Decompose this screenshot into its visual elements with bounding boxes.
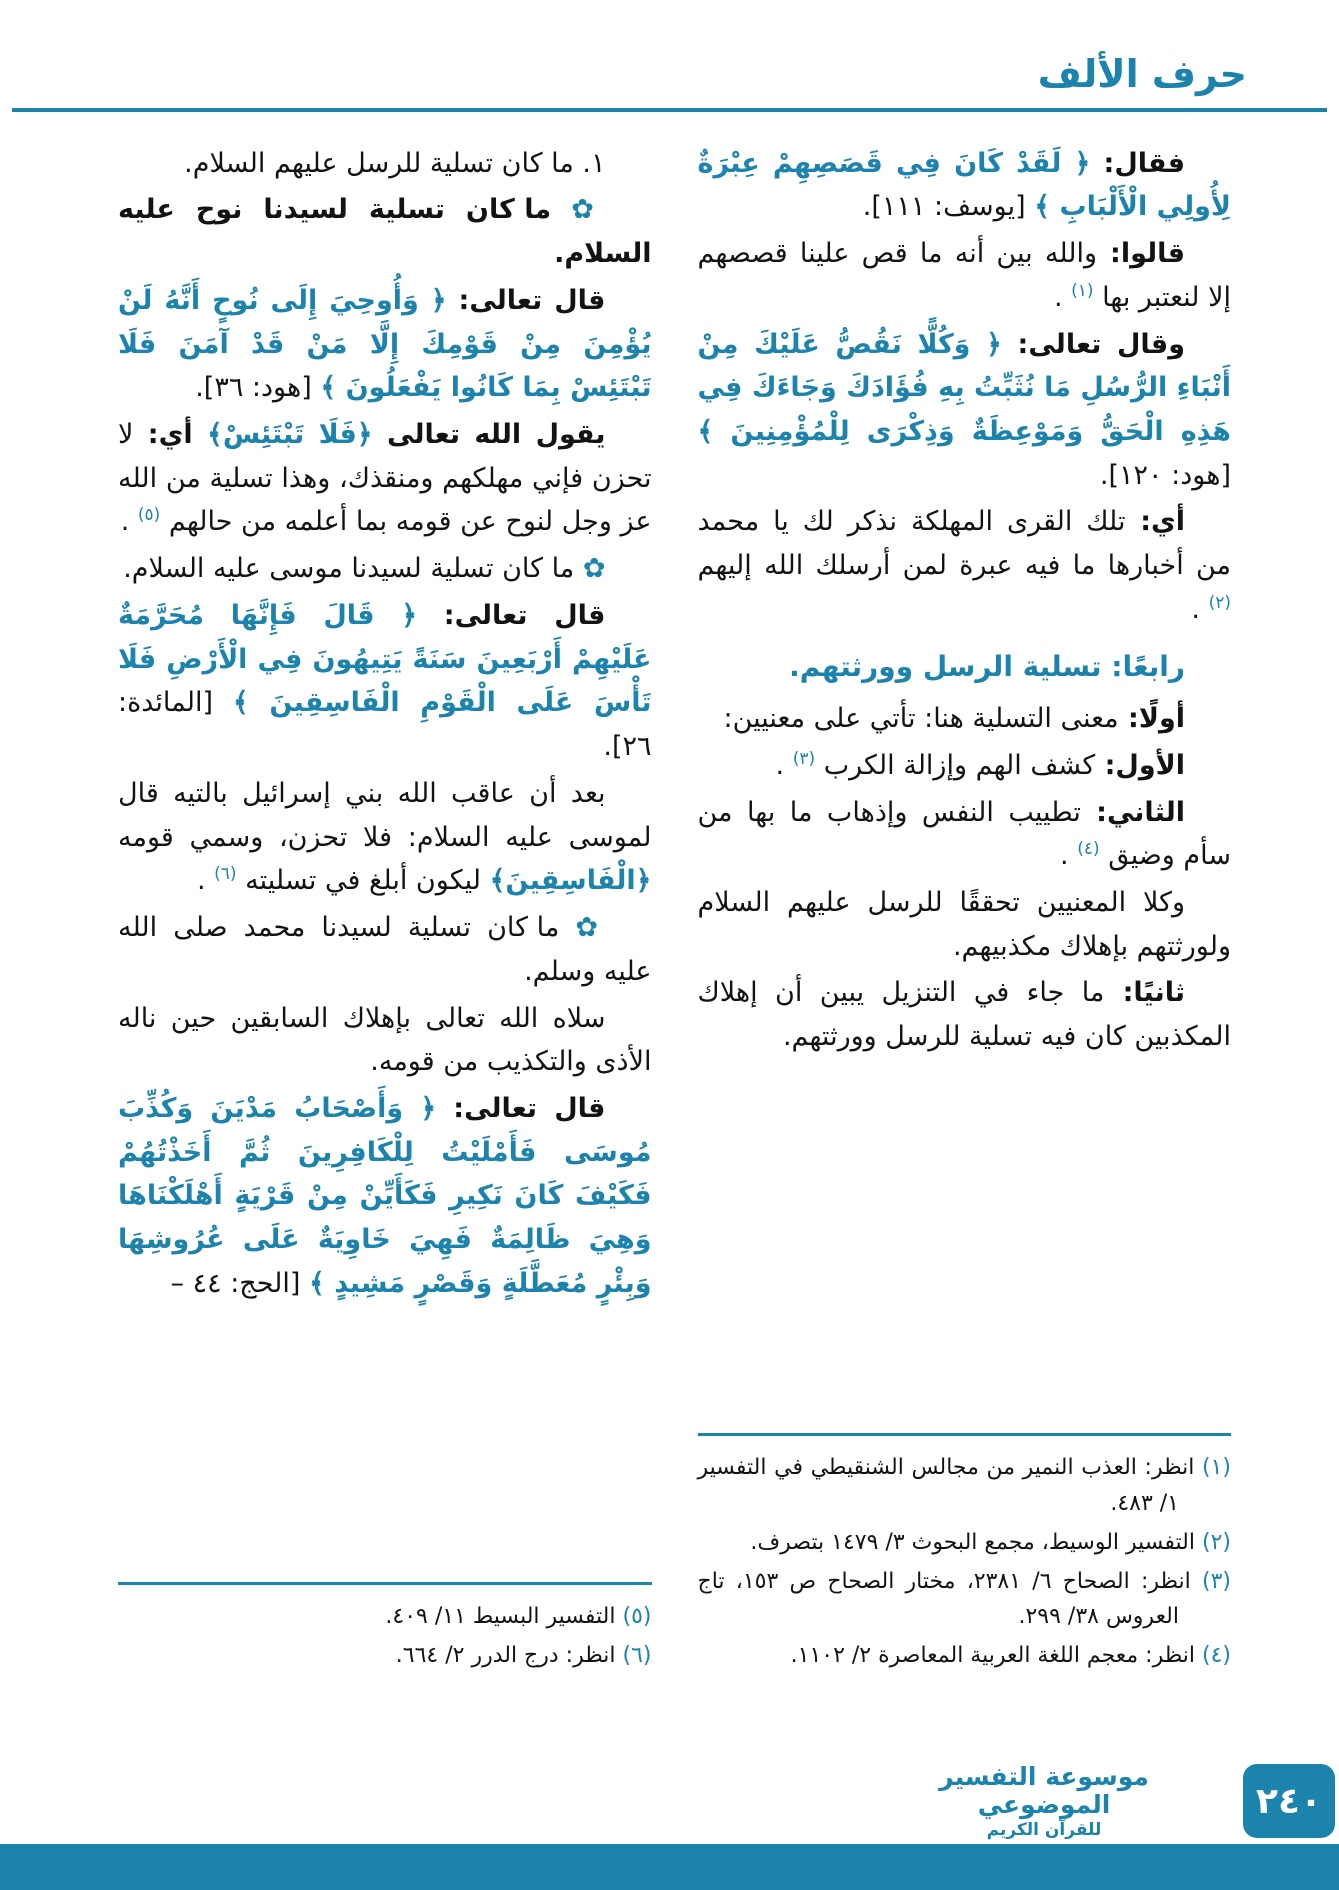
flower-ornament-icon: ✿ [559,912,606,944]
paragraph [118,279,652,410]
footnote-separator-rule [118,1582,652,1585]
body-text: [الحج: ٤٤ – [170,1267,310,1299]
paragraph [118,142,652,186]
footnote [118,1638,652,1673]
chapter-title: حرف الألف [1037,52,1247,96]
column-left [118,142,652,1678]
body-text: لا تحزن فإني مهلكهم ومنقذك، وهذا تسلية من الله عز وجل لنوح عن قومه بما أعلمه من حالهم [118,419,652,538]
right-column-paragraphs [698,142,1232,1062]
footnote [118,1599,652,1634]
left-column-footnotes [118,1574,652,1677]
body-text: . [1053,281,1072,313]
body-text: . [775,749,793,781]
paragraph [118,188,652,275]
body-text: معنى التسلية هنا: تأتي على معنيين: [723,703,1119,735]
body-text: [هود: ٣٦]. [195,372,321,404]
bold-text: أولًا: [1118,703,1185,735]
paragraph [118,594,652,769]
emblem-subtitle: للقرآن الكريم [986,1820,1102,1840]
bold-text: ما كان تسلية لسيدنا نوح عليه السلام. [118,194,652,270]
paragraph [118,413,652,544]
footnote-number: (٥) [615,1604,652,1630]
paragraph [118,997,652,1084]
bold-text: يقول الله تعالى [372,419,606,450]
section-heading-paragraph [698,644,1232,689]
body-text: [المائدة: ٢٦]. [118,687,652,763]
paragraph [698,500,1232,631]
body-text: بعد أن عاقب الله بني إسرائيل بالتيه قال لموسى عليه السلام: فلا تحزن، وسمي قومه [118,777,652,853]
quran-verse: ﴿فَلَا تَبْتَئِسْ﴾ [207,419,373,450]
quran-verse: ﴿ وَكُلًّا نَقُصُّ عَلَيْكَ مِنْ أَنْبَاءِ الرُّسُلِ مَا نُثَبِّتُ بِهِ فُؤَادَكَ وَجَاءَكَ فِي هَذِهِ الْحَقُّ وَمَوْعِظَةٌ وَذِكْرَى لِلْمُؤْمِنِينَ ﴾ [697,328,1231,447]
body-text: والله بين أنه ما قص علينا قصصهم إلا لنعتبر بها [697,238,1231,313]
content-columns [0,112,1339,1678]
paragraph [698,232,1232,319]
body-text: . [196,865,215,897]
footnote-text: انظر: العذب النمير من مجالس الشنقيطي في التفسير ١/ ٤٨٣. [697,1455,1195,1516]
footnote-text: انظر: درج الدرر ٢/ ٦٦٤. [395,1643,616,1669]
bottom-decoration-band [0,1844,1339,1890]
body-text: ١. ما كان تسلية للرسل عليهم السلام. [184,147,606,179]
bold-text: قالوا: [1097,238,1185,270]
paragraph [698,971,1232,1058]
footnote [698,1450,1232,1520]
footnote-number: (٢) [1195,1529,1231,1555]
bold-text: فقال: [1090,147,1186,179]
body-text: ما كان تسلية لسيدنا محمد صلى الله عليه وسلم. [118,912,652,987]
paragraph [698,142,1232,229]
quran-verse: ﴿ قَالَ فَإِنَّهَا مُحَرَّمَةٌ عَلَيْهِمْ أَرْبَعِينَ سَنَةً يَتِيهُونَ فِي الْأَرْضِ فَلَا تَأْسَ عَلَى الْقَوْمِ الْفَاسِقِينَ ﴾ [118,599,652,719]
paragraph [118,772,652,903]
footnote-list [118,1599,652,1673]
footnote-number: (٣) [1190,1569,1231,1595]
page-header [0,0,1339,98]
footnote-marker: (٤) [1077,839,1100,860]
body-text: [هود: ١٢٠]. [1099,459,1231,491]
bold-text: الثاني: [1080,796,1185,828]
bold-text: أي: [133,419,208,450]
body-text: ما جاء في التنزيل يبين أن إهلاك المكذبين كان فيه تسلية للرسل وورثتهم. [697,977,1231,1053]
body-text: . [120,506,138,538]
paragraph [118,906,652,993]
quran-verse: ﴿الْفَاسِقِينَ﴾ [489,865,652,897]
bold-text: وقال تعالى: [1001,328,1185,360]
body-text: تطييب النفس وإذهاب ما بها من سأم وضيق [697,796,1231,872]
footnote-list [698,1450,1232,1673]
paragraph [698,881,1232,968]
body-text: . [1060,840,1078,872]
footnote [698,1564,1232,1634]
quran-verse: ﴿ وَأَصْحَابُ مَدْيَنَ وَكُذِّبَ مُوسَى فَأَمْلَيْتُ لِلْكَافِرِينَ ثُمَّ أَخَذْتُهُمْ فَكَيْفَ كَانَ نَكِيرِ فَكَأَيِّنْ مِنْ قَرْيَةٍ أَهْلَكْنَاهَا وَهِيَ ظَالِمَةٌ فَهِيَ خَاوِيَةٌ عَلَى عُرُوشِهَا وَبِئْرٍ مُعَطَّلَةٍ وَقَصْرٍ مَشِيدٍ ﴾ [118,1093,652,1299]
body-text: ليكون أبلغ في تسليته [236,865,490,897]
section-heading: رابعًا: تسلية الرسل وورثتهم. [789,649,1185,683]
footnote-marker: (٢) [1208,592,1231,613]
paragraph [118,1087,652,1306]
bold-text: قال تعالى: [436,1093,606,1125]
body-text: تلك القرى المهلكة نذكر لك يا محمد من أخبارها ما فيه عبرة لمن أرسلك الله إليهم [697,506,1231,582]
bold-text: الأول: [1095,749,1185,781]
paragraph [698,697,1232,741]
body-text: ما كان تسلية لسيدنا موسى عليه السلام. [123,553,575,585]
footnote-number: (٤) [1195,1643,1231,1669]
bold-text: أي: [1125,506,1186,538]
body-text: . [1191,593,1209,625]
quran-verse: ﴿ وَأُوحِيَ إِلَى نُوحٍ أَنَّهُ لَنْ يُؤْمِنَ مِنْ قَوْمِكَ إِلَّا مَنْ قَدْ آمَنَ فَلَا تَبْتَئِسْ بِمَا كَانُوا يَفْعَلُونَ ﴾ [118,284,652,404]
right-column-footnotes [698,1425,1232,1677]
footnote [698,1525,1232,1560]
footnote [698,1638,1232,1673]
page-footer [0,1748,1339,1844]
footnote-number: (١) [1194,1455,1232,1481]
bold-text: قال تعالى: [446,284,606,316]
paragraph [118,547,652,591]
flower-ornament-icon: ✿ [574,553,606,585]
bold-text: ثانيًا: [1104,977,1185,1009]
paragraph [698,791,1232,878]
footnote-separator-rule [698,1433,1232,1436]
paragraph [698,323,1232,498]
body-text: [يوسف: ١١١]. [862,191,1035,223]
footnote-marker: (١) [1071,280,1094,301]
page-number-badge: ٢٤٠ [1243,1764,1335,1838]
footnote-marker: (٥) [137,505,161,526]
body-text: سلاه الله تعالى بإهلاك السابقين حين ناله الأذى والتكذيب من قومه. [118,1002,652,1078]
left-column-paragraphs [118,142,652,1309]
column-right [698,142,1232,1678]
bold-text: قال تعالى: [417,599,606,631]
quran-verse: ﴿ لَقَدْ كَانَ فِي قَصَصِهِمْ عِبْرَةٌ لِأُولِي الْأَلْبَابِ ﴾ [697,147,1231,223]
body-text: وكلا المعنيين تحققًا للرسل عليهم السلام ولورثتهم بإهلاك مكذبيهم. [697,886,1231,962]
paragraph [698,744,1232,788]
body-text: كشف الهم وإزالة الكرب [815,749,1096,781]
footnote-text: التفسير الوسيط، مجمع البحوث ٣/ ١٤٧٩ بتصرف. [750,1529,1195,1555]
footnote-text: التفسير البسيط ١١/ ٤٠٩. [385,1604,616,1630]
footnote-marker: (٣) [792,748,816,769]
footnote-number: (٦) [615,1643,652,1669]
footnote-text: انظر: الصحاح ٦/ ٢٣٨١، مختار الصحاح ص ١٥٣، تاج العروس ٣٨/ ٢٩٩. [697,1569,1191,1630]
footnote-marker: (٦) [214,864,237,885]
flower-ornament-icon: ✿ [551,194,606,226]
footnote-text: انظر: معجم اللغة العربية المعاصرة ٢/ ١١٠٢. [790,1643,1195,1669]
emblem-title: موسوعة التفسير الموضوعي [939,1761,1149,1820]
publisher-emblem [909,1763,1179,1841]
